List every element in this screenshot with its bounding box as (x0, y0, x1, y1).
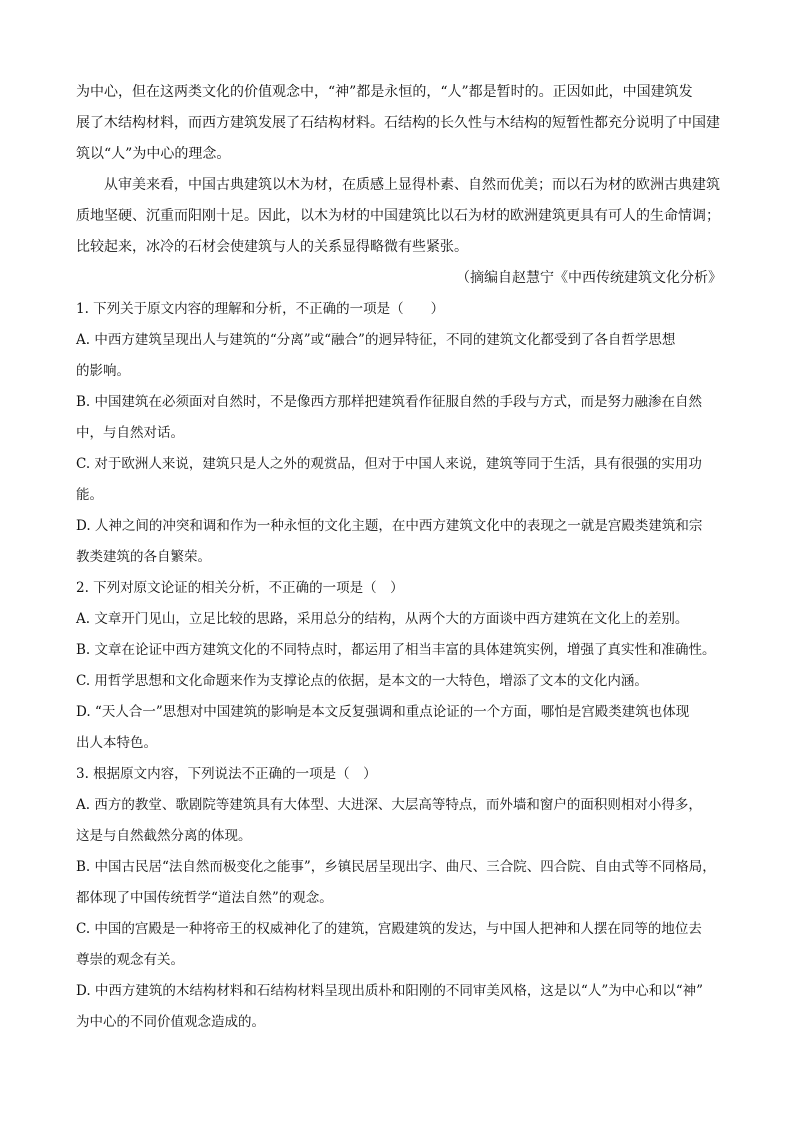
option-d-line: D. 中西方建筑的木结构材料和石结构材料呈现出质朴和阳刚的不同审美风格，这是以“人”为中心和以“神” (76, 983, 704, 999)
passage-line: 筑以“人”为中心的理念。 (76, 146, 231, 162)
option-b-line: B. 中国古民居“法自然而极变化之能事”，乡镇民居呈现出字、曲尺、三合院、四合院、自由式等不同格局， (76, 859, 716, 875)
option-c-line: C. 中国的宫殿是一种将帝王的权威神化了的建筑，宫殿建筑的发达，与中国人把神和人摆在同等的地位去 (76, 921, 702, 937)
option-a-line: 的影响。 (76, 363, 130, 379)
passage-paragraph-2 (76, 170, 726, 263)
question-stem: 1. 下列关于原文内容的理解和分析，不正确的一项是（ ） (76, 301, 445, 317)
question-stem: 2. 下列对原文论证的相关分析，不正确的一项是（ ） (76, 580, 404, 596)
option-a-line: A. 西方的教堂、歌剧院等建筑具有大体型、大进深、大层高等特点，而外墙和窗户的面积则相对小得多， (76, 797, 702, 813)
option-d-line: 教类建筑的各自繁荣。 (76, 549, 211, 565)
option-a-line: A. 中西方建筑呈现出人与建筑的“分离”或“融合”的迥异特征，不同的建筑文化都受到了各自哲学思想 (76, 332, 676, 348)
passage-line: 比较起来，冰冷的石材会使建筑与人的关系显得略微有些紧张。 (76, 239, 468, 255)
source-citation: （摘编自赵慧宁《中西传统建筑文化分析》 (456, 270, 722, 286)
option-d-line: 为中心的不同价值观念造成的。 (76, 1014, 265, 1030)
option-a-line: A. 文章开门见山，立足比较的思路，采用总分的结构，从两个大的方面谈中西方建筑在文化上的差别。 (76, 611, 689, 627)
option-c-line: C. 对于欧洲人来说，建筑只是人之外的观赏品，但对于中国人来说，建筑等同于生活，具有很强的实用功 (76, 456, 702, 472)
passage-line: 为中心，但在这两类文化的价值观念中，“神”都是永恒的，“人”都是暂时的。正因如此，中国建筑发 (76, 84, 693, 100)
option-d-line: D. 人神之间的冲突和调和作为一种永恒的文化主题，在中西方建筑文化中的表现之一就是宫殿类建筑和宗 (76, 518, 703, 534)
option-d-line: D. “天人合一”思想对中国建筑的影响是本文反复强调和重点论证的一个方面，哪怕是宫殿类建筑也体现 (76, 704, 690, 720)
option-b-line: B. 中国建筑在必须面对自然时，不是像西方那样把建筑看作征服自然的手段与方式，而是努力融渗在自然 (76, 394, 703, 410)
option-b-line: B. 文章在论证中西方建筑文化的不同特点时，都运用了相当丰富的具体建筑实例，增强了真实性和准确性。 (76, 642, 716, 658)
option-d-line: 出人本特色。 (76, 735, 157, 751)
document-page (76, 77, 726, 1038)
passage-line: 质地坚硬、沉重而阳刚十足。因此，以木为材的中国建筑比以石为材的欧洲建筑更具有可人的生命情调； (76, 208, 720, 224)
question-stem: 3. 根据原文内容，下列说法不正确的一项是（ ） (76, 766, 377, 782)
question-3 (76, 759, 726, 1038)
option-c-line: C. 用哲学思想和文化命题来作为支撑论点的依据，是本文的一大特色，增添了文本的文化内涵。 (76, 673, 648, 689)
option-c-line: 能。 (76, 487, 103, 503)
option-b-line: 都体现了中国传统哲学“道法自然”的观念。 (76, 890, 333, 906)
passage-line: 从审美来看，中国古典建筑以木为材，在质感上显得朴素、自然而优美；而以石为材的欧洲古典建筑 (104, 177, 720, 193)
passage-line: 展了木结构材料，而西方建筑发展了石结构材料。石结构的长久性与木结构的短暂性都充分说明了中国建 (76, 115, 720, 131)
question-2 (76, 573, 726, 759)
passage-paragraph-1 (76, 77, 726, 170)
option-a-line: 这是与自然截然分离的体现。 (76, 828, 252, 844)
question-1 (76, 294, 726, 573)
option-b-line: 中，与自然对话。 (76, 425, 184, 441)
option-c-line: 尊崇的观念有关。 (76, 952, 184, 968)
